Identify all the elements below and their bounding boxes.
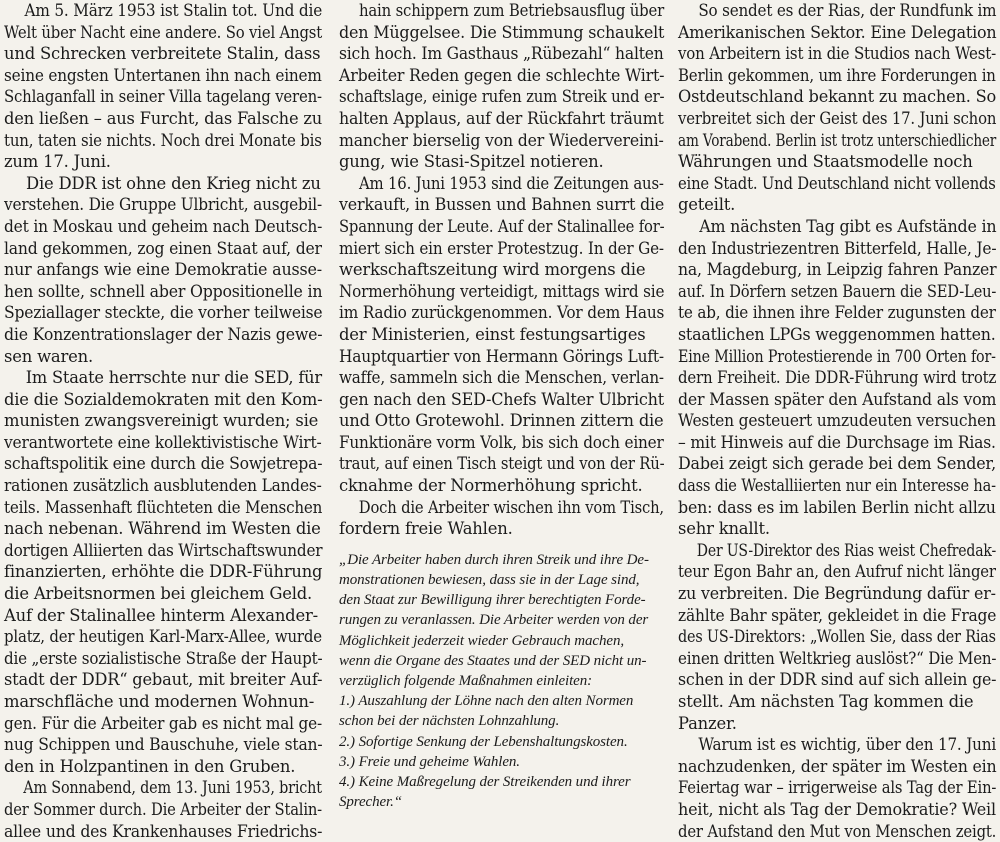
text-line: hain schippern zum Betriebsausflug über — [358, 1, 665, 20]
text-line: Doch die Arbeiter wischen ihn vom Tisch, — [358, 497, 664, 517]
text-line: einen dritten Weltkrieg auslöst?“ Die Men- — [678, 648, 997, 668]
text-line: zum 17. Juni. — [4, 152, 111, 172]
text-line: marschfläche und modernen Wohnun- — [4, 692, 315, 711]
text-line: So sendet es der Rias, der Rundfunk im — [698, 1, 997, 20]
text-line: tun, taten sie nichts. Noch drei Monate bis — [4, 130, 322, 150]
text-line: cknahme der Normerhöhung spricht. — [339, 476, 643, 496]
text-line: und Schrecken verbreitete Stalin, dass — [4, 44, 321, 64]
text-line: teur Egon Bahr an, den Aufruf nicht länger — [678, 562, 996, 582]
text-line: gen. Für die Arbeiter gab es nicht mal ge- — [4, 713, 322, 733]
text-line: der Sommer durch. Die Arbeiter der Stalin- — [4, 799, 322, 819]
text-line: na, Magdeburg, in Leipzig fahren Panzer — [678, 260, 997, 280]
text-line: Am nächsten Tag gibt es Aufstände in — [699, 216, 997, 236]
text-line: verkauft, in Bussen und Bahnen surrt die — [339, 195, 665, 215]
quote-line: monstrationen bewiesen, dass sie in der Lage sind, — [339, 572, 640, 589]
text-line: det in Moskau und geheim nach Deutsch- — [4, 216, 323, 236]
text-line: Eine Million Protestierende in 700 Orten for- — [678, 346, 996, 366]
text-line: stadt der DDR“ gebaut, mit breiter Auf- — [4, 670, 323, 690]
text-line: die Konzentrationslager der Nazis gewe- — [4, 324, 323, 344]
text-line: Im Staate herrschte nur die SED, für — [25, 368, 322, 388]
text-line: teils. Massenhaft flüchteten die Menschen — [4, 497, 323, 517]
text-line: eine Stadt. Und Deutschland nicht vollends — [678, 173, 996, 193]
quote-line: wenn die Organe des Staates und der SED nicht un- — [339, 652, 647, 669]
text-line: geteilt. — [678, 195, 736, 215]
text-line: der Aufstand den Mut von Menschen zeigt. — [678, 821, 997, 841]
rias-broadcast-quote — [339, 550, 664, 813]
text-line: den in Holzpantinen in den Gruben. — [4, 756, 296, 776]
text-line: staatlichen LPGs weggenommen hatten. — [678, 324, 996, 344]
text-line: am Vorabend. Berlin ist trotz unterschiedlicher — [678, 130, 997, 150]
quote-line: rungen zu veranlassen. Die Arbeiter werden von der — [339, 612, 649, 629]
text-line: dern Freiheit. Die DDR-Führung wird trotz — [678, 368, 997, 388]
article-column-middle — [339, 0, 665, 811]
text-line: Schlaganfall in seiner Villa tagelang veren- — [4, 87, 322, 107]
text-line: nachzudenken, der später im Westen ein — [678, 756, 997, 776]
text-line: werkschaftszeitung wird morgens die — [339, 260, 646, 280]
quote-line: 2.) Sofortige Senkung der Lebenshaltungskosten. — [339, 733, 628, 750]
text-line: die „erste sozialistische Straße der Haupt- — [4, 648, 323, 668]
text-line: Arbeiter Reden gegen die schlechte Wirt- — [339, 65, 665, 85]
text-line: finanzierten, erhöhte die DDR-Führung — [4, 562, 323, 582]
text-line: hen sollte, schnell aber Oppositionelle in — [4, 281, 323, 301]
text-line: ben: dass es im labilen Berlin nicht allzu — [678, 497, 996, 517]
text-line: Die DDR ist ohne den Krieg nicht zu — [26, 173, 321, 193]
text-line: sich hoch. Im Gasthaus „Rübezahl“ halten — [339, 44, 664, 64]
text-line: seine engsten Untertanen ihn nach einem — [4, 65, 322, 85]
text-line: verstehen. Die Gruppe Ulbricht, ausgebil- — [4, 195, 323, 215]
text-line: mancher bierselig von der Wiedervereini- — [339, 130, 664, 150]
text-line: Amerikanischen Sektor. Eine Delegation — [678, 22, 997, 42]
quote-line: 4.) Keine Maßregelung der Streikenden und ihrer — [339, 774, 631, 791]
quote-line: verzüglich folgende Maßnahmen einleiten: — [339, 673, 593, 690]
text-line: sehr knallt. — [678, 519, 770, 539]
text-line: rationen zusätzlich ausblutenden Landes- — [4, 476, 322, 496]
text-line: verbreitet sich der Geist des 17. Juni schon — [678, 108, 997, 128]
quote-line: 1.) Auszahlung der Löhne nach den alten Normen — [339, 693, 634, 710]
quote-line: schon bei der nächsten Lohnzahlung. — [339, 713, 560, 730]
quote-line: „Die Arbeiter haben durch ihren Streik und ihre De- — [339, 551, 649, 568]
text-line: sen waren. — [4, 346, 93, 366]
text-line: Auf der Stalinallee hinterm Alexander- — [4, 605, 318, 625]
text-line: stellt. Am nächsten Tag kommen die — [678, 692, 974, 711]
text-line: Der US-Direktor des Rias weist Chefredak- — [696, 540, 997, 560]
text-line: Panzer. — [678, 713, 737, 733]
text-line: fordern freie Wahlen. — [339, 519, 513, 539]
text-line: Ostdeutschland bekannt zu machen. So — [678, 87, 997, 107]
text-line: gung, wie Stasi-Spitzel notieren. — [339, 152, 604, 172]
text-line: Welt über Nacht eine andere. So viel Angst — [4, 22, 323, 42]
text-line: den Industriezentren Bitterfeld, Halle, Je- — [678, 238, 997, 258]
text-line: halten Applaus, auf der Rückfahrt träumt — [339, 108, 664, 128]
text-line: traut, auf einen Tisch steigt und von der Rü- — [339, 454, 665, 474]
text-line: schen in der DDR sind auf sich allein ge- — [678, 670, 997, 690]
text-line: Berlin gekommen, um ihre Forderungen in — [678, 65, 996, 85]
text-line: Dabei zeigt sich gerade bei dem Sender, — [678, 454, 996, 474]
text-line: Hauptquartier von Hermann Görings Luft- — [339, 346, 664, 366]
text-line: die die Sozialdemokraten mit den Kom- — [4, 389, 323, 409]
text-line: munisten zwangsvereinigt wurden; sie — [4, 411, 319, 431]
text-line: Normerhöhung verteidigt, mittags wird sie — [339, 281, 665, 301]
text-line: und Otto Grotewohl. Drinnen zittern die — [339, 411, 664, 431]
text-line: den Müggelsee. Die Stimmung schaukelt — [339, 22, 665, 42]
column-text — [4, 0, 322, 842]
text-line: der Massen später den Aufstand als vom — [678, 389, 997, 409]
text-line: schaftslage, einige rufen zum Streik und er- — [339, 87, 665, 107]
text-line: gen nach den SED-Chefs Walter Ulbricht — [339, 389, 664, 409]
text-line: des US-Direktors: „Wollen Sie, dass der Rias — [678, 627, 996, 647]
text-line: auf. In Dörfern setzen Bauern die SED-Leu- — [678, 281, 997, 301]
text-line: Feiertag war – irrigerweise als Tag der Ein- — [678, 778, 997, 798]
column-text — [678, 0, 996, 842]
text-line: dass die Westalliierten nur ein Interesse ha- — [678, 476, 996, 496]
text-line: waffe, sammeln sich die Menschen, verlan- — [339, 368, 664, 388]
text-line: Am Sonnabend, dem 13. Juni 1953, bricht — [23, 778, 322, 798]
text-line: zählte Bahr später, gekleidet in die Frage — [678, 605, 997, 625]
text-line: te ab, die ihnen ihre Felder zugunsten der — [678, 303, 996, 323]
quote-line: den Staat zur Bewilligung ihrer berechtigten Forde- — [339, 592, 646, 609]
text-line: im Radio zurückgenommen. Vor dem Haus — [339, 303, 665, 323]
text-line: Funktionäre vorm Volk, bis sich doch einer — [339, 432, 664, 452]
text-line: Speziallager steckte, die vorher teilweise — [4, 303, 323, 323]
text-line: Am 5. März 1953 ist Stalin tot. Und die — [24, 1, 323, 20]
text-line: dortigen Alliierten das Wirtschaftswunder — [4, 540, 323, 560]
text-line: miert sich ein erster Protestzug. In der Ge- — [339, 238, 664, 258]
text-line: nur anfangs wie eine Demokratie ausse- — [4, 260, 322, 280]
text-line: Spannung der Leute. Auf der Stalinallee for- — [339, 216, 665, 236]
text-line: schaftspolitik eine durch die Sowjetrepa- — [4, 454, 323, 474]
text-line: heit, nicht als Tag der Demokratie? Weil — [678, 799, 996, 819]
text-line: nach nebenan. Während im Westen die — [4, 519, 321, 539]
text-line: Währungen und Staatsmodelle noch — [678, 152, 973, 172]
text-line: die Arbeitsnormen bei gleichem Geld. — [4, 584, 313, 604]
text-line: verantwortete eine kollektivistische Wirt- — [4, 432, 322, 452]
text-line: Westen gesteuert umzudeuten versuchen — [678, 411, 996, 431]
article-column-right — [678, 0, 997, 841]
text-line: – mit Hinweis auf die Durchsage im Rias. — [678, 432, 996, 452]
text-line: land gekommen, zog einen Staat auf, der — [4, 238, 322, 258]
text-line: platz, der heutigen Karl-Marx-Allee, wurde — [4, 627, 322, 647]
text-line: der Ministerien, einst festungsartiges — [339, 324, 646, 344]
text-line: allee und des Krankenhauses Friedrichs- — [4, 821, 323, 841]
text-line: Am 16. Juni 1953 sind die Zeitungen aus- — [358, 173, 664, 193]
quote-line: Sprecher.“ — [339, 794, 403, 811]
text-line: den ließen – aus Furcht, das Falsche zu — [4, 108, 323, 128]
text-line: Warum ist es wichtig, über den 17. Juni — [698, 735, 997, 755]
article-column-left — [4, 0, 323, 841]
column-text — [339, 0, 664, 540]
text-line: nug Schippen und Bauschuhe, viele stan- — [4, 735, 323, 755]
text-line: zu verbreiten. Die Begründung dafür er- — [678, 584, 996, 604]
quote-line: 3.) Freie und geheime Wahlen. — [339, 753, 520, 770]
text-line: von Arbeitern ist in die Studios nach West- — [678, 44, 997, 64]
quote-line: Möglichkeit jederzeit wieder Gebrauch machen, — [339, 632, 624, 649]
